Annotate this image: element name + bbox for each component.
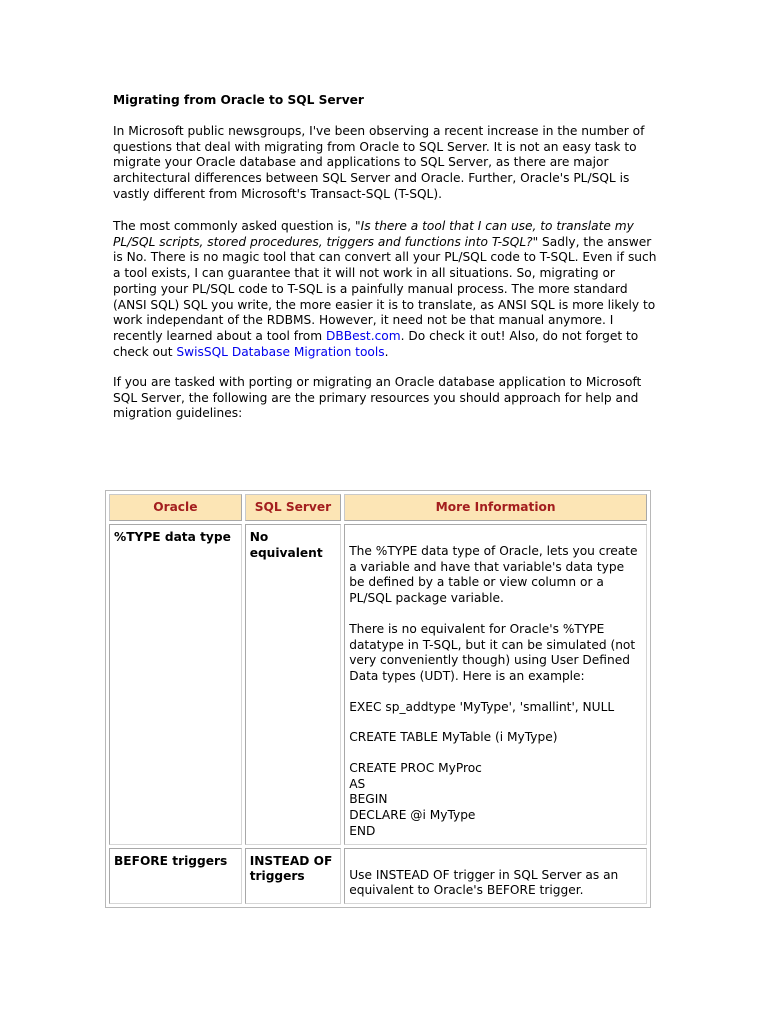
table-row xyxy=(109,848,647,904)
cell-oracle-before-triggers: BEFORE triggers xyxy=(109,848,242,904)
code-line: BEGIN xyxy=(349,792,388,807)
table-row xyxy=(109,524,647,845)
header-sql-server: SQL Server xyxy=(245,494,342,521)
article-title: Migrating from Oracle to SQL Server xyxy=(113,93,364,107)
trigger-info-description: Use INSTEAD OF trigger in SQL Server as an equivalent to Oracle's BEFORE trigger. xyxy=(349,867,619,898)
question-quote: "Is there a tool that I can use, to translate my PL/SQL scripts, stored procedures, triggers and functions into T-SQL?" xyxy=(113,219,634,249)
cell-trigger-info xyxy=(344,848,647,904)
code-create-proc xyxy=(349,761,642,840)
question-end: . xyxy=(384,344,389,359)
cell-sql-no-equivalent: No equivalent xyxy=(245,524,342,845)
code-line: AS xyxy=(349,776,366,791)
question-body: Sadly, the answer is No. There is no magic tool that can convert all your PL/SQL code to T-SQL. Even if such a tool exists, I can guarantee that it will not work in all situations. So, migrating or porting your PL/SQL code to T-SQL is a painfully manual process. The more standard (ANSI SQL) SQL you write, the more easier it is to translate, as ANSI SQL is more likely to work independant of the RDBMS. However, it need not be that manual anymore. I recently learned about a tool from xyxy=(113,234,657,343)
question-mid: . Do check it out! Also, do not forget to check out xyxy=(113,328,639,359)
cell-sql-instead-of-triggers: INSTEAD OF triggers xyxy=(245,848,342,904)
code-line: DECLARE @i MyType xyxy=(349,808,476,823)
table-header-row xyxy=(109,494,647,521)
question-lead: The most commonly asked question is, xyxy=(113,219,355,233)
swissql-link[interactable]: SwisSQL Database Migration tools xyxy=(176,344,385,359)
intro-paragraph: In Microsoft public newsgroups, I've been observing a recent increase in the number of questions that deal with migrating from Oracle to SQL Server. It is not an easy task to migrate your Oracle database and applications to SQL Server, as there are major architectural differences between SQL Server and Oracle. Further, Oracle's PL/SQL is vastly different from Microsoft's Transact-SQL (T-SQL). xyxy=(113,124,645,201)
type-info-description: The %TYPE data type of Oracle, lets you create a variable and have that variable's data type be defined by a table or view column or a PL/SQL package variable. xyxy=(349,544,638,606)
resources-paragraph: If you are tasked with porting or migrating an Oracle database application to Microsoft SQL Server, the following are the primary resources you should approach for help and migration guidelines: xyxy=(113,375,642,421)
header-more-information: More Information xyxy=(344,494,647,521)
code-addtype: EXEC sp_addtype 'MyType', 'smallint', NULL xyxy=(349,699,615,714)
type-info-equivalent: There is no equivalent for Oracle's %TYPE datatype in T-SQL, but it can be simulated (not very conveniently though) using User Defined Data types (UDT). Here is an example: xyxy=(349,621,636,683)
question-paragraph xyxy=(113,219,658,360)
header-oracle: Oracle xyxy=(109,494,242,521)
cell-type-info xyxy=(344,524,647,845)
code-line: CREATE PROC MyProc xyxy=(349,761,482,776)
dbbest-link[interactable]: DBBest.com xyxy=(325,328,401,343)
code-create-table: CREATE TABLE MyTable (i MyType) xyxy=(349,730,558,745)
code-line: END xyxy=(349,823,376,838)
migration-table xyxy=(105,490,651,908)
cell-oracle-type: %TYPE data type xyxy=(109,524,242,845)
